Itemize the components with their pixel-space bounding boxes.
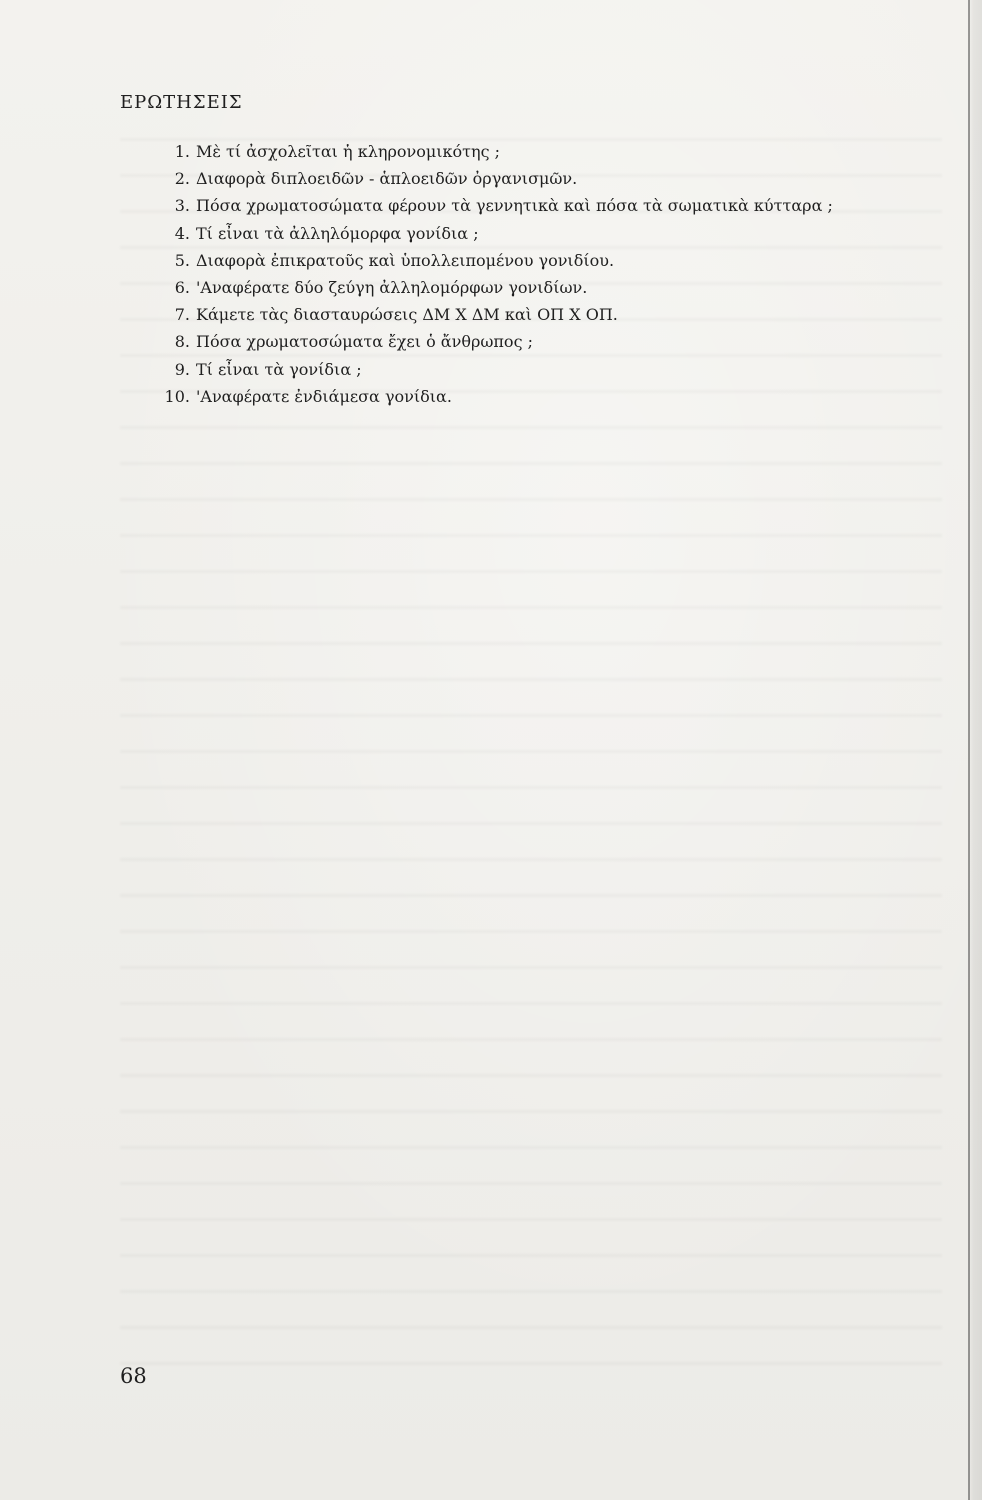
question-item — [150, 220, 930, 247]
questions-list — [150, 138, 930, 410]
question-item — [150, 301, 930, 328]
question-text: 'Αναφέρατε ἐνδιάμεσα γονίδια. — [196, 386, 452, 406]
page-edge-shadow — [968, 0, 982, 1500]
question-text: 'Αναφέρατε δύο ζεύγη ἀλληλομόρφων γονιδίων. — [196, 278, 588, 298]
question-item — [150, 383, 930, 410]
section-heading: ΕΡΩΤΗΣΕΙΣ — [120, 92, 243, 113]
page-number: 68 — [120, 1364, 147, 1388]
question-text: Πόσα χρωματοσώματα ἔχει ὁ ἄνθρωπος ; — [196, 332, 533, 352]
question-number: 8. — [174, 332, 190, 352]
question-item — [150, 274, 930, 301]
page-edge-line — [968, 0, 970, 1500]
question-text: Τί εἶναι τὰ ἀλληλόμορφα γονίδια ; — [196, 223, 479, 243]
question-number: 6. — [174, 278, 190, 298]
question-text: Διαφορὰ διπλοειδῶν - ἁπλοειδῶν ὀργανισμῶν. — [196, 169, 578, 189]
question-text: Μὲ τί ἀσχολεῖται ἡ κληρονομικότης ; — [196, 142, 501, 161]
question-item — [150, 328, 930, 355]
question-item — [150, 192, 930, 219]
question-number: 9. — [174, 359, 190, 379]
question-number: 5. — [174, 250, 190, 270]
question-item — [150, 356, 930, 383]
question-item — [150, 138, 930, 165]
question-text: Κάμετε τὰς διασταυρώσεις ΔΜ Χ ΔΜ καὶ ΟΠ Χ ΟΠ. — [196, 305, 618, 325]
question-number: 2. — [174, 169, 190, 189]
question-text: Τί εἶναι τὰ γονίδια ; — [196, 359, 362, 379]
question-item — [150, 165, 930, 192]
question-text: Διαφορὰ ἐπικρατοῦς καὶ ὑπολλειπομένου γονιδίου. — [196, 250, 615, 270]
question-item — [150, 247, 930, 274]
question-number: 10. — [164, 386, 190, 406]
question-number: 1. — [174, 142, 190, 161]
question-text: Πόσα χρωματοσώματα φέρουν τὰ γεννητικὰ καὶ πόσα τὰ σωματικὰ κύτταρα ; — [196, 196, 833, 216]
question-number: 7. — [174, 305, 190, 325]
question-number: 4. — [174, 223, 190, 243]
question-number: 3. — [174, 196, 190, 216]
